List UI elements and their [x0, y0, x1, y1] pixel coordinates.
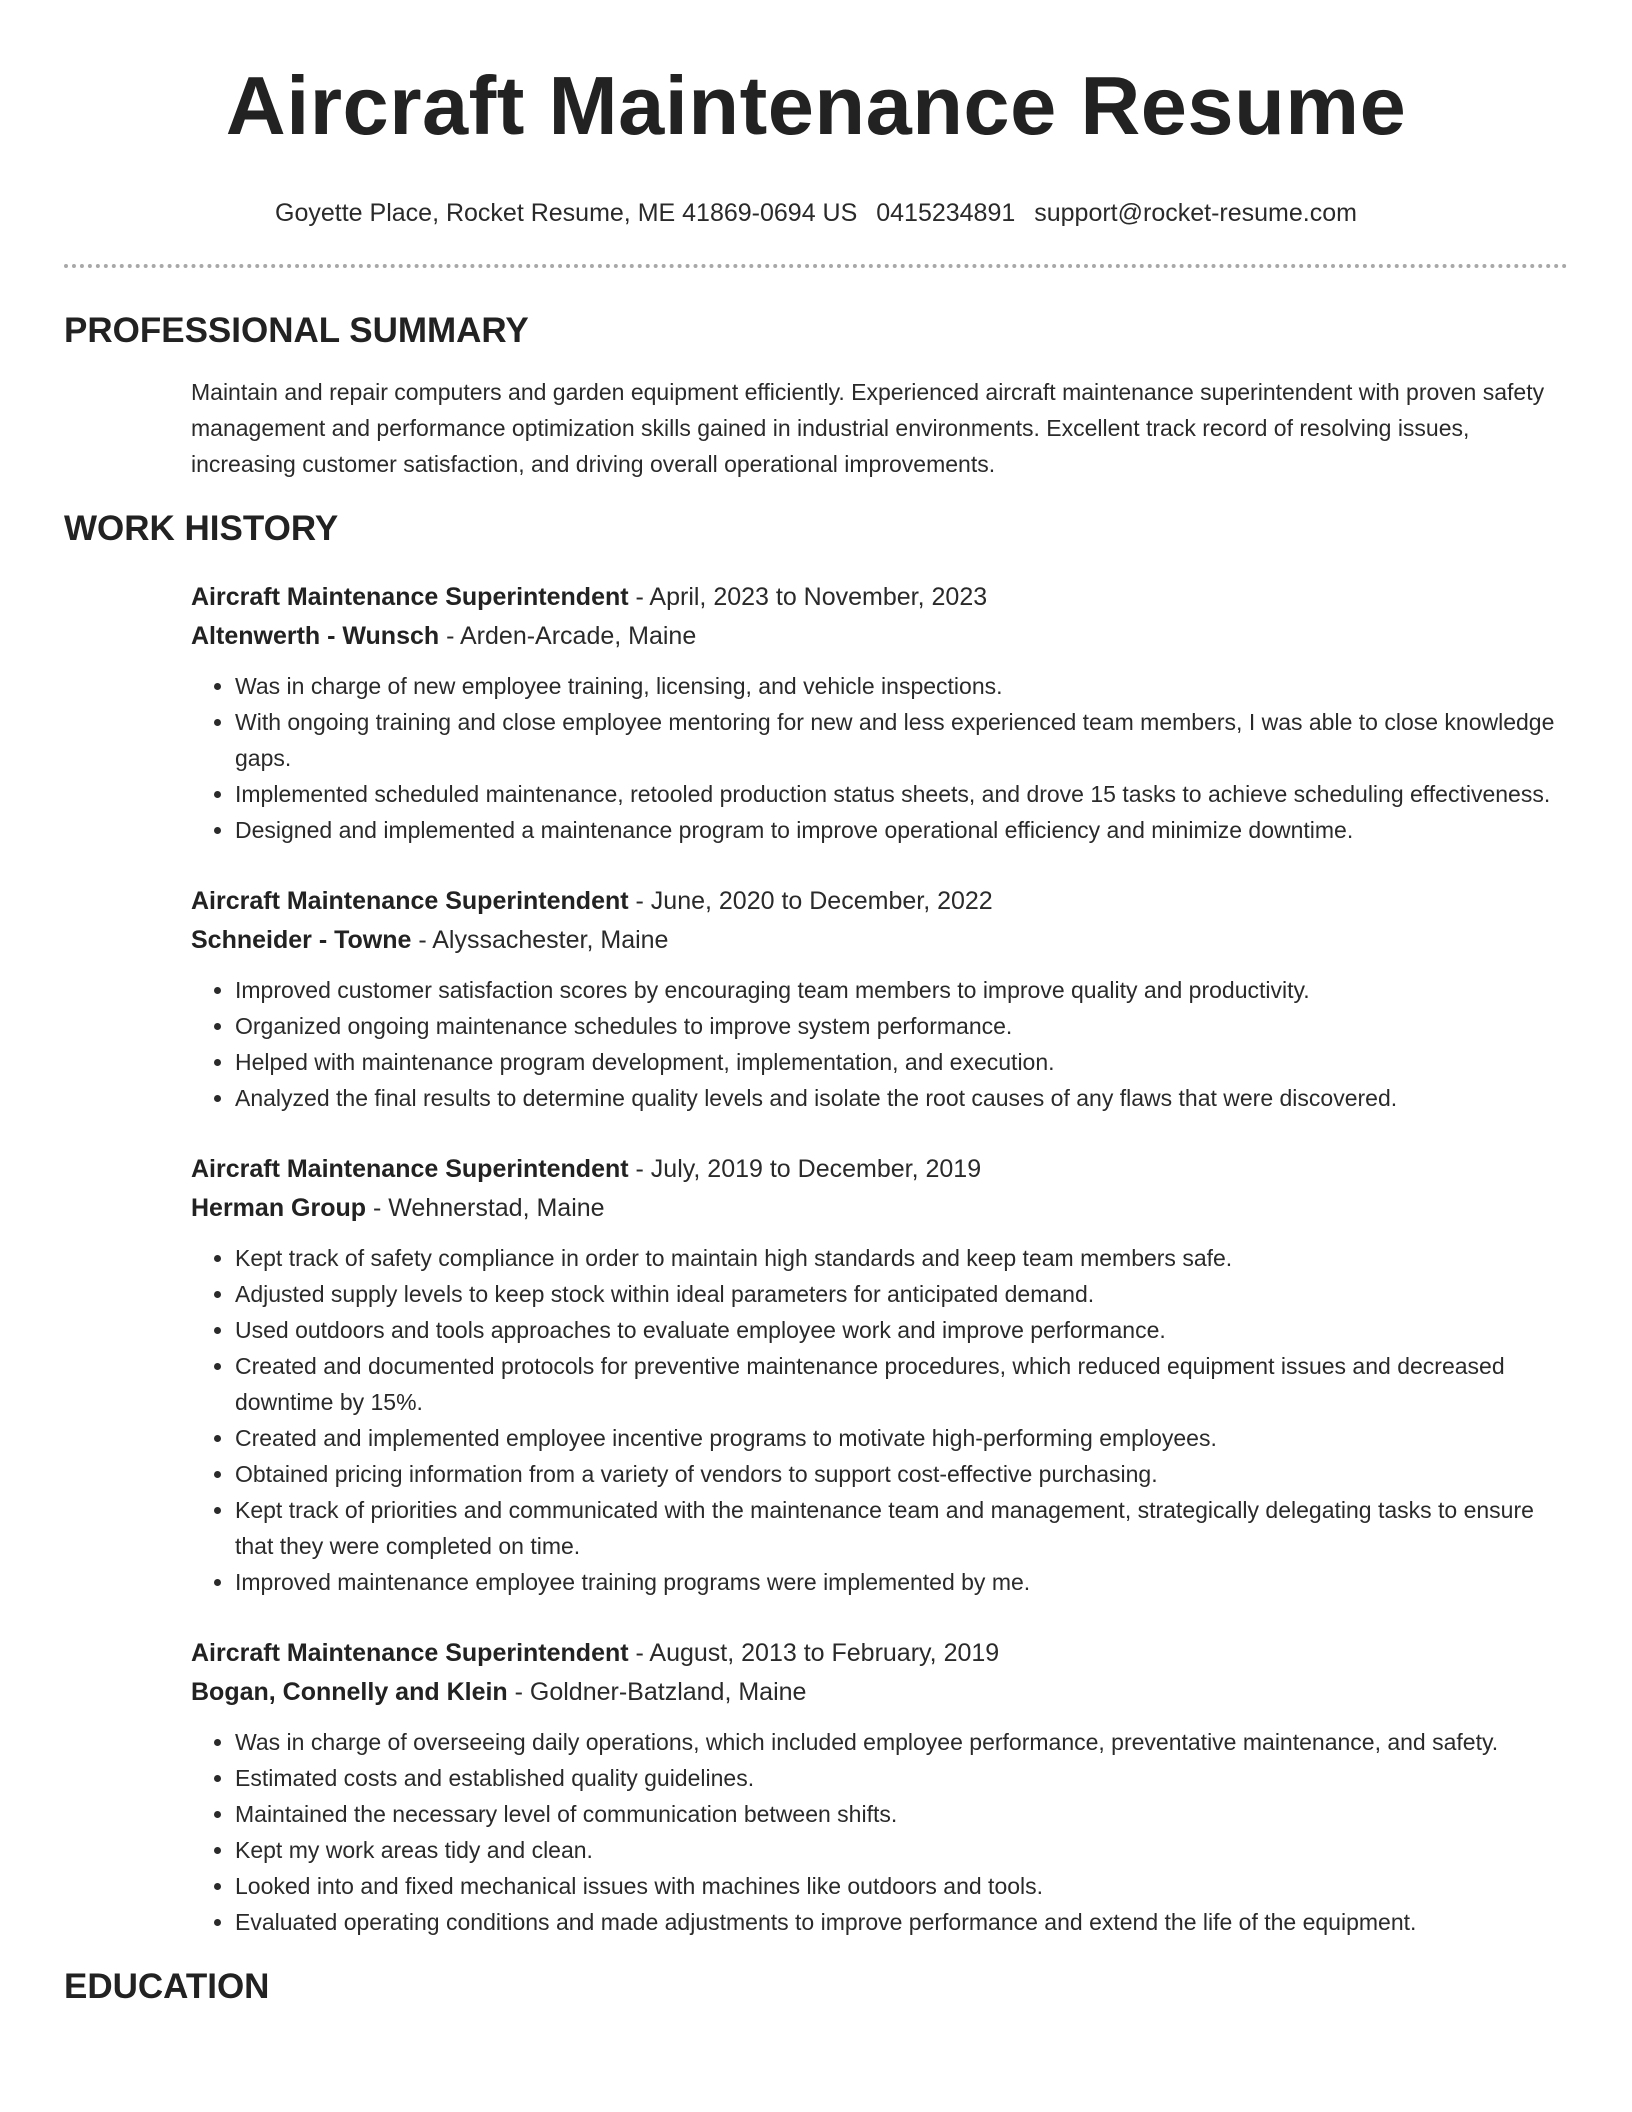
- job-company: Altenwerth - Wunsch: [191, 622, 440, 650]
- job-company-line: [191, 1673, 1568, 1712]
- list-item: • Was in charge of overseeing daily operations, which included employee performance, preventative maintenance, and safety.: [235, 1724, 1568, 1760]
- list-item: • Created and implemented employee incentive programs to motivate high-performing employees.: [235, 1420, 1568, 1456]
- list-item: • Maintained the necessary level of communication between shifts.: [235, 1796, 1568, 1832]
- job-company: Schneider - Towne: [191, 926, 412, 954]
- job-bullets: [191, 972, 1568, 1116]
- list-item: • Kept track of safety compliance in order to maintain high standards and keep team members safe.: [235, 1240, 1568, 1276]
- list-item: • Estimated costs and established quality guidelines.: [235, 1760, 1568, 1796]
- list-item: • Implemented scheduled maintenance, retooled production status sheets, and drove 15 tasks to achieve scheduling effectiveness.: [235, 776, 1568, 812]
- list-item: • Improved maintenance employee training programs were implemented by me.: [235, 1564, 1568, 1600]
- job-title-line: [191, 882, 1568, 921]
- list-item: • Helped with maintenance program development, implementation, and execution.: [235, 1044, 1568, 1080]
- job-dates: - July, 2019 to December, 2019: [628, 1155, 982, 1183]
- job-dates: - April, 2023 to November, 2023: [628, 583, 988, 611]
- list-item: • Evaluated operating conditions and made adjustments to improve performance and extend the life of the equipment.: [235, 1904, 1568, 1940]
- job-company-line: [191, 617, 1568, 656]
- job-dates: - June, 2020 to December, 2022: [628, 887, 993, 915]
- job-entry-4: [191, 1634, 1568, 1940]
- list-item: • Kept track of priorities and communicated with the maintenance team and management, strategically delegating tasks to ensure that they were completed on time.: [235, 1492, 1568, 1564]
- job-title: Aircraft Maintenance Superintendent: [191, 887, 629, 915]
- job-title-line: [191, 1634, 1568, 1673]
- job-title-line: [191, 1150, 1568, 1189]
- job-location: - Arden-Arcade, Maine: [439, 622, 697, 650]
- work-history-heading: WORK HISTORY: [64, 509, 339, 548]
- header-divider: [64, 264, 1568, 268]
- list-item: • Used outdoors and tools approaches to evaluate employee work and improve performance.: [235, 1312, 1568, 1348]
- job-bullets: [191, 1724, 1568, 1940]
- job-title: Aircraft Maintenance Superintendent: [191, 583, 629, 611]
- list-item: • Adjusted supply levels to keep stock within ideal parameters for anticipated demand.: [235, 1276, 1568, 1312]
- resume-title: Aircraft Maintenance Resume: [225, 59, 1407, 152]
- job-bullets: [191, 1240, 1568, 1600]
- list-item: • Analyzed the final results to determine quality levels and isolate the root causes of any flaws that were discovered.: [235, 1080, 1568, 1116]
- list-item: • Kept my work areas tidy and clean.: [235, 1832, 1568, 1868]
- job-location: - Alyssachester, Maine: [411, 926, 669, 954]
- job-title-line: [191, 578, 1568, 617]
- job-title: Aircraft Maintenance Superintendent: [191, 1155, 629, 1183]
- list-item: • Organized ongoing maintenance schedules to improve system performance.: [235, 1008, 1568, 1044]
- job-bullets: [191, 668, 1568, 848]
- job-company-line: [191, 1189, 1568, 1228]
- job-company: Herman Group: [191, 1194, 367, 1222]
- summary-text: Maintain and repair computers and garden equipment efficiently. Experienced aircraft maintenance superintendent with proven safety management and performance optimization skills gained in industrial environments. Excellent track record of resolving issues, increasing customer satisfaction, and driving overall operational improvements.: [191, 379, 1545, 477]
- job-entry-1: [191, 578, 1568, 848]
- summary-heading: PROFESSIONAL SUMMARY: [64, 311, 529, 350]
- list-item: • Created and documented protocols for preventive maintenance procedures, which reduced equipment issues and decreased downtime by 15%.: [235, 1348, 1568, 1420]
- job-company-line: [191, 921, 1568, 960]
- education-heading: EDUCATION: [64, 1967, 270, 2006]
- job-location: - Goldner-Batzland, Maine: [507, 1678, 807, 1706]
- contact-address: Goyette Place, Rocket Resume, ME 41869-0694 US: [275, 199, 858, 227]
- job-title: Aircraft Maintenance Superintendent: [191, 1639, 629, 1667]
- contact-line: [64, 198, 1568, 228]
- job-location: - Wehnerstad, Maine: [366, 1194, 605, 1222]
- list-item: • Improved customer satisfaction scores by encouraging team members to improve quality and productivity.: [235, 972, 1568, 1008]
- job-entry-2: [191, 882, 1568, 1116]
- job-entry-3: [191, 1150, 1568, 1600]
- list-item: • Was in charge of new employee training, licensing, and vehicle inspections.: [235, 668, 1568, 704]
- list-item: • Designed and implemented a maintenance program to improve operational efficiency and minimize downtime.: [235, 812, 1568, 848]
- list-item: • Looked into and fixed mechanical issues with machines like outdoors and tools.: [235, 1868, 1568, 1904]
- contact-phone[interactable]: 0415234891: [876, 199, 1016, 227]
- contact-email[interactable]: support@rocket-resume.com: [1034, 199, 1357, 227]
- list-item: • With ongoing training and close employee mentoring for new and less experienced team members, I was able to close knowledge gaps.: [235, 704, 1568, 776]
- list-item: • Obtained pricing information from a variety of vendors to support cost-effective purchasing.: [235, 1456, 1568, 1492]
- job-dates: - August, 2013 to February, 2019: [628, 1639, 1000, 1667]
- job-company: Bogan, Connelly and Klein: [191, 1678, 508, 1706]
